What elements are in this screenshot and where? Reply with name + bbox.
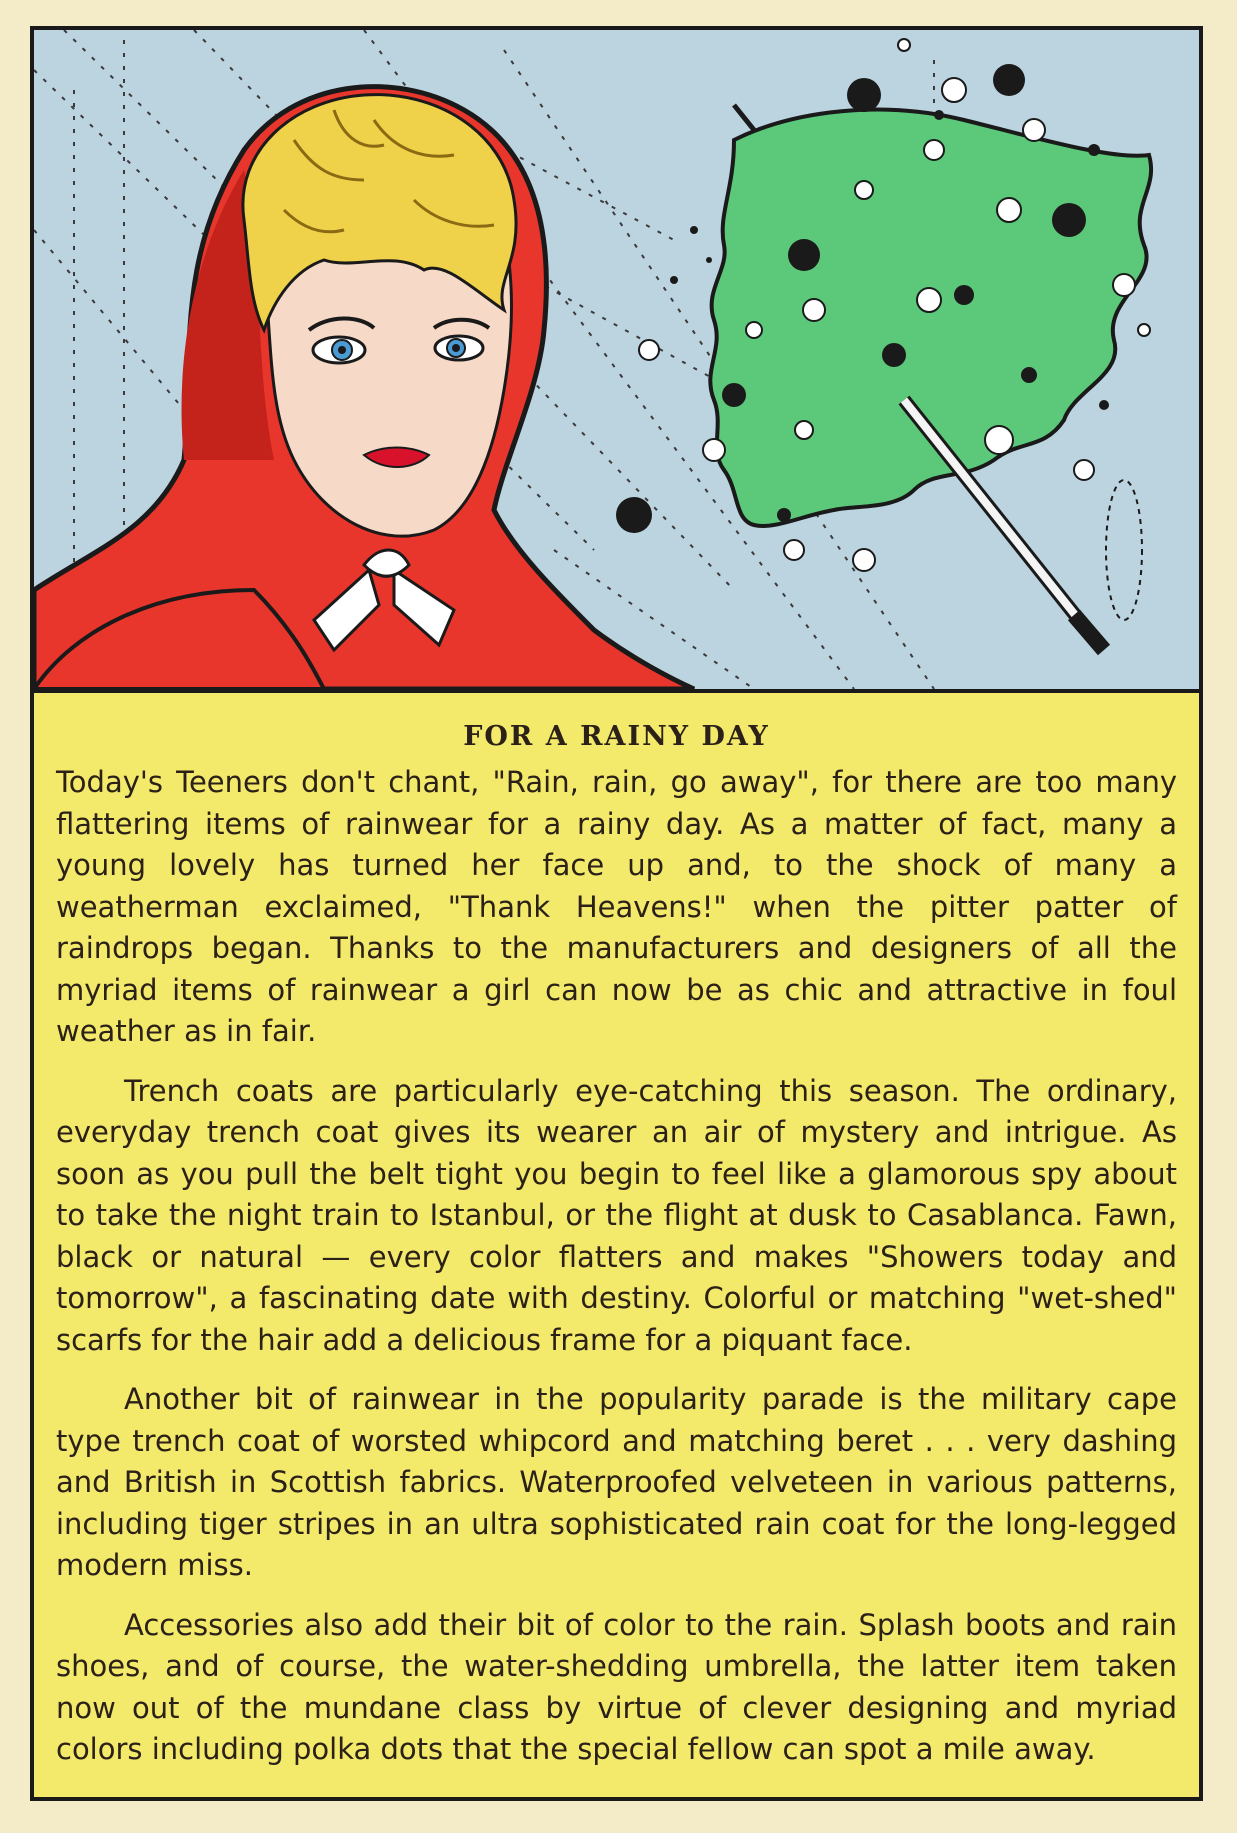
article-text-panel: [30, 693, 1203, 1801]
article-paragraph-3: Another bit of rainwear in the popularity parade is the military cape type trench coat of worsted whipcord and matching beret . . . very dashing and British in Scottish fabrics. Waterproofed velveteen in various patterns, including tiger stripes in an ultra sophisticated rain coat for the long-legged modern miss.: [56, 1382, 1177, 1582]
illustration-panel: [30, 26, 1203, 693]
article-paragraph-4: Accessories also add their bit of color to the rain. Splash boots and rain shoes, and of course, the water-shedding umbrella, the latter item taken now out of the mundane class by virtue of clever designing and myriad colors including polka dots that the special fellow can spot a mile away.: [56, 1607, 1177, 1766]
rainy-day-illustration: [34, 30, 1199, 689]
article-paragraph-1: Today's Teeners don't chant, "Rain, rain, go away", for there are too many flattering items of rainwear for a rainy day. As a matter of fact, many a young lovely has turned her face up and, to the shock of many a weatherman exclaimed, "Thank Heavens!" when the pitter patter of raindrops began. Thanks to the manufacturers and designers of all the myriad items of rainwear a girl can now be as chic and attractive in foul weather as in fair.: [56, 765, 1177, 1048]
article-title: FOR A RAINY DAY: [463, 721, 770, 752]
article-paragraph-2: Trench coats are particularly eye-catching this season. The ordinary, everyday trench coat gives its wearer an air of mystery and intrigue. As soon as you pull the belt tight you begin to feel like a glamorous spy about to take the night train to Istanbul, or the flight at dusk to Casablanca. Fawn, black or natural — every color flatters and makes "Showers today and tomorrow", a fascinating date with destiny. Colorful or matching "wet-shed" scarfs for the hair add a delicious frame for a piquant face.: [56, 1073, 1177, 1357]
